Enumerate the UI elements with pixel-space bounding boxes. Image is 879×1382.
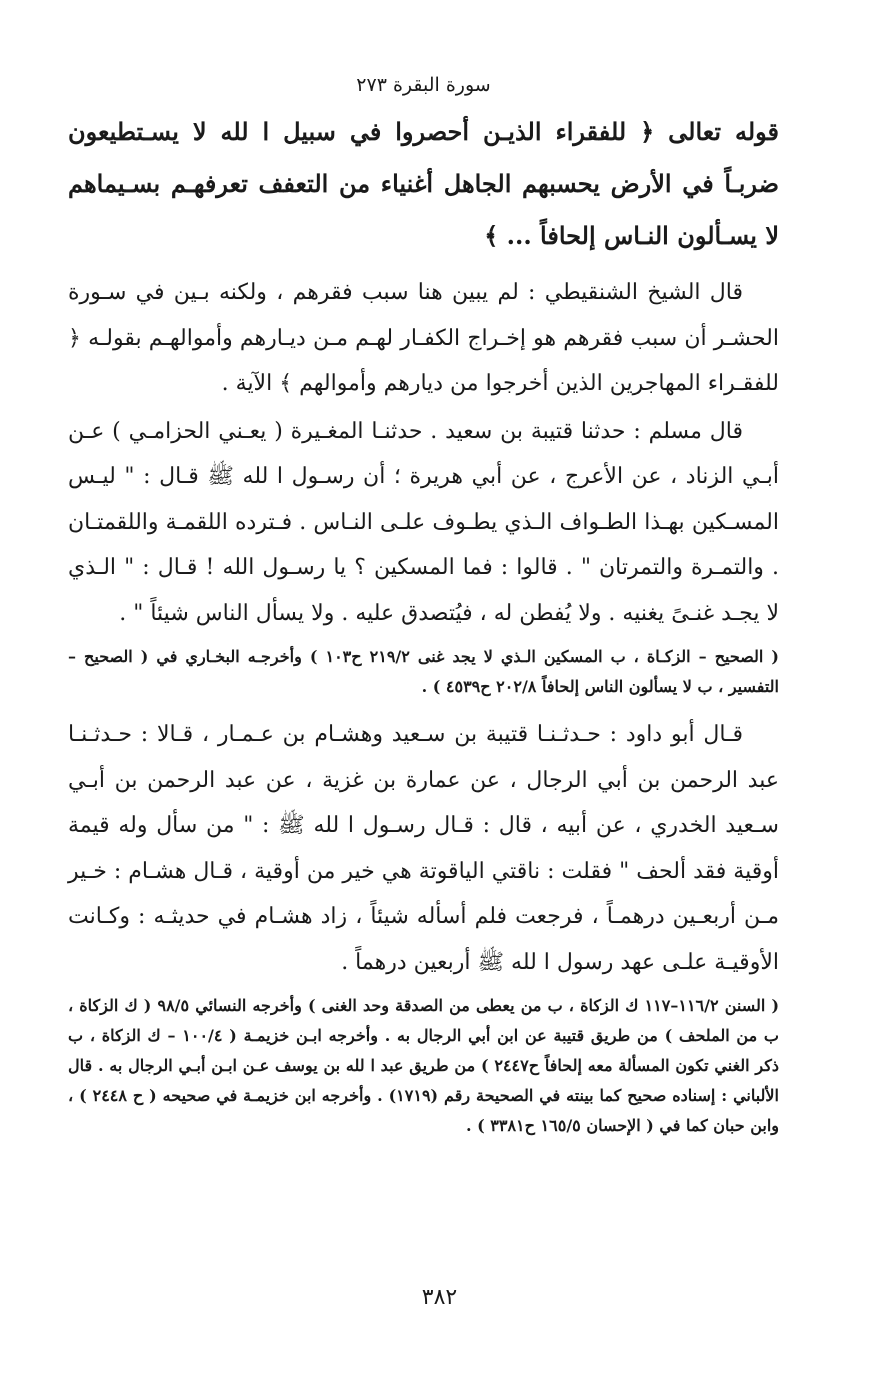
- paragraph-muslim: قال مسلم : حدثنا قتيبة بن سعيد . حدثنـا المغـيرة ( يعـني الحزامـي ) عـن أبـي الزناد ، عن الأعرج ، عن أبي هريرة ؛ أن رسـول ا لله ﷺ قـال : " ليـس المسـكين بهـذا الطـواف الـذي يطـوف علـى النـاس . فـترده اللقمـة واللقمتـان . والتمـرة والتمرتان " . قالوا : فما المسكين ؟ يا رسـول الله ! قـال : " الـذي لا يجـد غنـىً يغنيه . ولا يُفطن له ، فيُتصدق عليه . ولا يسأل الناس شيئاً " .: [68, 418, 779, 626]
- document-page: [68, 70, 779, 1151]
- paragraph-shinqiti: قال الشيخ الشنقيطي : لم يبين هنا سبب فقرهم ، ولكنه بـين في سـورة الحشـر أن سبب فقرهم هو إخـراج الكفـار لهـم مـن ديـارهم وأموالهـم بقولـه ﴿ للفقـراء المهاجرين الذين أخرجوا من ديارهم وأموالهم ﴾ الآية .: [68, 280, 779, 396]
- page-header: سورة البقرة ٢٧٣: [356, 74, 491, 96]
- page-number: ٣٨٢: [421, 1285, 458, 1310]
- footnote-abudawud: ( السنن ١١٦/٢–١١٧ ك الزكاة ، ب من يعطى من الصدقة وحد الغنى ) وأخرجه النسائي ٩٨/٥ ( ك الزكاة ، ب من الملحف ) من طريق قتيبة عن ابن أبي الرجال به . وأخرجه ابـن خزيمـة ( ١٠٠/٤ – ك الزكاة ، ب ذكر الغني تكون المسألة معه إلحافاً ح٢٤٤٧ ) من طريق عبد ا لله بن يوسف عـن ابـن أبـي الرجال به . قال الألباني : إسناده صحيح كما بينته في الصحيحة رقم (١٧١٩) . وأخرجه ابن خزيمـة في صحيحه ( ح ٢٤٤٨ ) ، وابن حبان كما في ( الإحسان ١٦٥/٥ ح٣٣٨١ ) .: [68, 996, 780, 1135]
- paragraph-abudawud: قـال أبو داود : حـدثـنـا قتيبة بن سـعيد وهشـام بن عـمـار ، قـالا : حـدثـنـا عبد الرحمن بن أبي الرجال ، عن عمارة بن غزية ، عن عبد الرحمن بن أبـي سـعيد الخدري ، عن أبيه ، قال : قـال رسـول ا لله ﷺ : " من سأل وله قيمة أوقية فقد ألحف " فقلت : ناقتي الياقوتة هي خير من أوقية ، قـال هشـام : خـير مـن أربعـين درهمـاً ، فرجعت فلم أسأله شيئاً ، زاد هشـام في حديثـه : وكـانت الأوقيـة علـى عهد رسول ا لله ﷺ أربعين درهماً .: [68, 722, 779, 975]
- quranic-verse: قوله تعالى ﴿ للفقراء الذيـن أحصروا في سبيل ا لله لا يسـتطيعون ضربـاً في الأرض يحسبهم الجاهل أغنياء من التعفف تعرفهـم بسـيماهم لا يسـألون النـاس إلحافاً ... ﴾: [68, 117, 779, 250]
- footnote-muslim: ( الصحيح – الزكـاة ، ب المسكين الـذي لا يجد غنى ٢١٩/٢ ح١٠٣ ) وأخرجـه البخـاري في ( الصحيح – التفسير ، ب لا يسألون الناس إلحافاً ٢٠٢/٨ ح٤٥٣٩ ) .: [68, 647, 779, 696]
